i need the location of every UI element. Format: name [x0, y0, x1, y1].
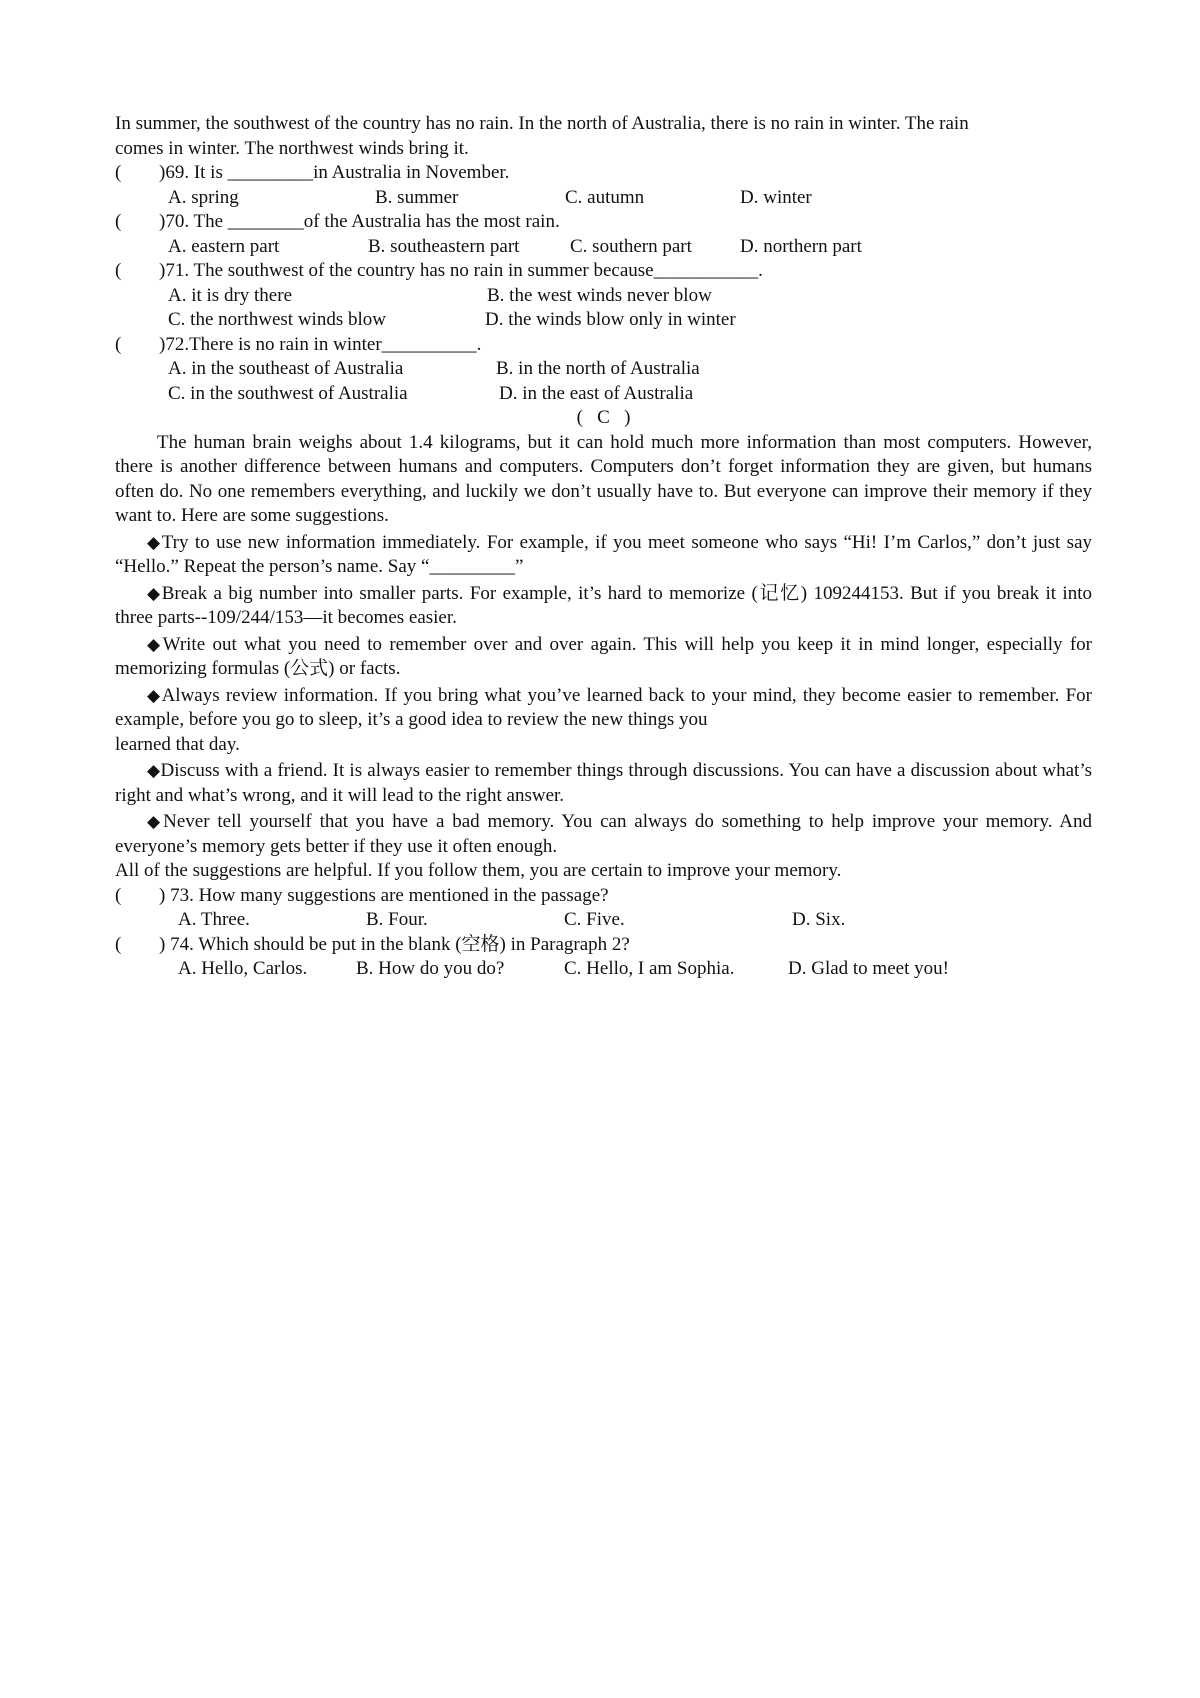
option-c: C. in the southwest of Australia — [168, 382, 408, 404]
question-73 — [115, 884, 1092, 909]
answer-paren: ( — [115, 211, 122, 232]
option-c: C. Hello, I am Sophia. — [564, 958, 735, 979]
passage-b-line-1: In summer, the southwest of the country has no rain. In the north of Australia, there is no rain in winter. The rain — [115, 113, 969, 134]
answer-paren: ( — [115, 260, 122, 281]
option-c: C. southern part — [570, 235, 692, 257]
answer-paren: ( — [115, 333, 122, 355]
passage-c-intro: The human brain weighs about 1.4 kilograms, but it can hold much more information than most computers. However, there is another difference between humans and computers. Computers don’t forget information they are given, but humans often do. No one remembers everything, and luckily we don’t usually have to. But everyone can improve their memory if they want to. Here are some suggestions. — [115, 431, 1092, 526]
suggestion-text: Try to use new information immediately. For example, if you meet someone who says “Hi! I’m Carlos,” don’t just say “Hello.” Repeat the person’s name. Say “_________” — [115, 531, 1092, 577]
answer-paren: ( — [115, 884, 122, 906]
question-stem: )69. It is _________in Australia in November. — [159, 162, 510, 183]
diamond-bullet-icon: ◆ — [147, 583, 162, 604]
option-b: B. southeastern part — [368, 235, 520, 257]
answer-paren: ( — [115, 162, 122, 183]
option-d: D. Six. — [792, 909, 846, 930]
option-a: A. Hello, Carlos. — [178, 958, 308, 979]
options-72-row-1 — [115, 357, 1092, 382]
option-a: A. in the southeast of Australia — [168, 358, 404, 379]
diamond-bullet-icon: ◆ — [147, 685, 162, 706]
options-71-row-1 — [115, 284, 1092, 309]
passage-b-tail — [115, 112, 1092, 161]
diamond-bullet-icon: ◆ — [147, 532, 162, 553]
suggestion-3 — [115, 633, 1092, 682]
option-d: D. winter — [740, 186, 812, 208]
suggestion-text: Write out what you need to remember over and over again. This will help you keep it in mind longer, especially for memorizing formulas (公式) or facts. — [115, 633, 1092, 679]
question-stem: )70. The ________of the Australia has the most rain. — [159, 211, 560, 232]
question-stem: ) 73. How many suggestions are mentioned in the passage? — [159, 884, 609, 906]
option-b: B. Four. — [366, 909, 428, 930]
question-72 — [115, 333, 1092, 358]
page-content — [115, 112, 1092, 982]
suggestion-4 — [115, 684, 1092, 733]
option-b: B. in the north of Australia — [496, 358, 700, 379]
diamond-bullet-icon: ◆ — [147, 634, 163, 655]
diamond-bullet-icon: ◆ — [147, 761, 161, 781]
question-74 — [115, 933, 1092, 958]
options-69 — [115, 186, 1092, 211]
passage-b-line-2: comes in winter. The northwest winds bring it. — [115, 137, 469, 159]
suggestion-4-tail: learned that day. — [115, 733, 240, 755]
passage-c-conclusion: All of the suggestions are helpful. If you follow them, you are certain to improve your memory. — [115, 860, 842, 881]
option-d: D. Glad to meet you! — [788, 958, 949, 979]
options-74 — [115, 957, 1092, 982]
suggestion-text: Always review information. If you bring what you’ve learned back to your mind, they become easier to remember. For example, before you go to sleep, it’s a good idea to review the new things you — [115, 684, 1093, 730]
option-b: B. How do you do? — [356, 958, 505, 979]
suggestion-text: Break a big number into smaller parts. For example, it’s hard to memorize (记忆) 109244153. But if you break it into three parts--109/244/153—it becomes easier. — [115, 582, 1092, 628]
suggestion-text: Never tell yourself that you have a bad memory. You can always do something to help improve your memory. And everyone’s memory gets better if they use it often enough. — [115, 811, 1092, 857]
option-b: B. summer — [375, 186, 459, 208]
suggestion-text: Discuss with a friend. It is always easier to remember things through discussions. You can have a discussion about what’s right and what’s wrong, and it will lead to the right answer. — [115, 760, 1092, 806]
options-73 — [115, 908, 1092, 933]
options-70 — [115, 235, 1092, 260]
suggestion-2 — [115, 582, 1092, 631]
section-c-heading: ( C ) — [576, 407, 631, 428]
option-c: C. Five. — [564, 909, 625, 930]
option-c: C. the northwest winds blow — [168, 309, 386, 330]
option-b: B. the west winds never blow — [487, 284, 712, 306]
option-a: A. Three. — [178, 909, 250, 930]
question-stem: )72.There is no rain in winter__________. — [159, 333, 482, 355]
suggestion-1 — [115, 531, 1092, 580]
option-a: A. it is dry there — [168, 284, 293, 306]
option-d: D. northern part — [740, 235, 862, 257]
suggestion-6 — [115, 810, 1092, 859]
question-69 — [115, 161, 1092, 186]
question-70 — [115, 210, 1092, 235]
question-stem: )71. The southwest of the country has no rain in summer because___________. — [159, 260, 763, 281]
option-d: D. in the east of Australia — [499, 382, 694, 404]
option-a: A. eastern part — [168, 235, 280, 257]
option-a: A. spring — [168, 186, 239, 208]
question-stem: ) 74. Which should be put in the blank (空格) in Paragraph 2? — [159, 933, 630, 955]
options-71-row-2 — [115, 308, 1092, 333]
options-72-row-2 — [115, 382, 1092, 407]
option-d: D. the winds blow only in winter — [485, 309, 736, 330]
answer-paren: ( — [115, 933, 122, 955]
option-c: C. autumn — [565, 186, 645, 208]
question-71 — [115, 259, 1092, 284]
suggestion-5 — [115, 759, 1092, 808]
diamond-bullet-icon: ◆ — [147, 812, 164, 832]
